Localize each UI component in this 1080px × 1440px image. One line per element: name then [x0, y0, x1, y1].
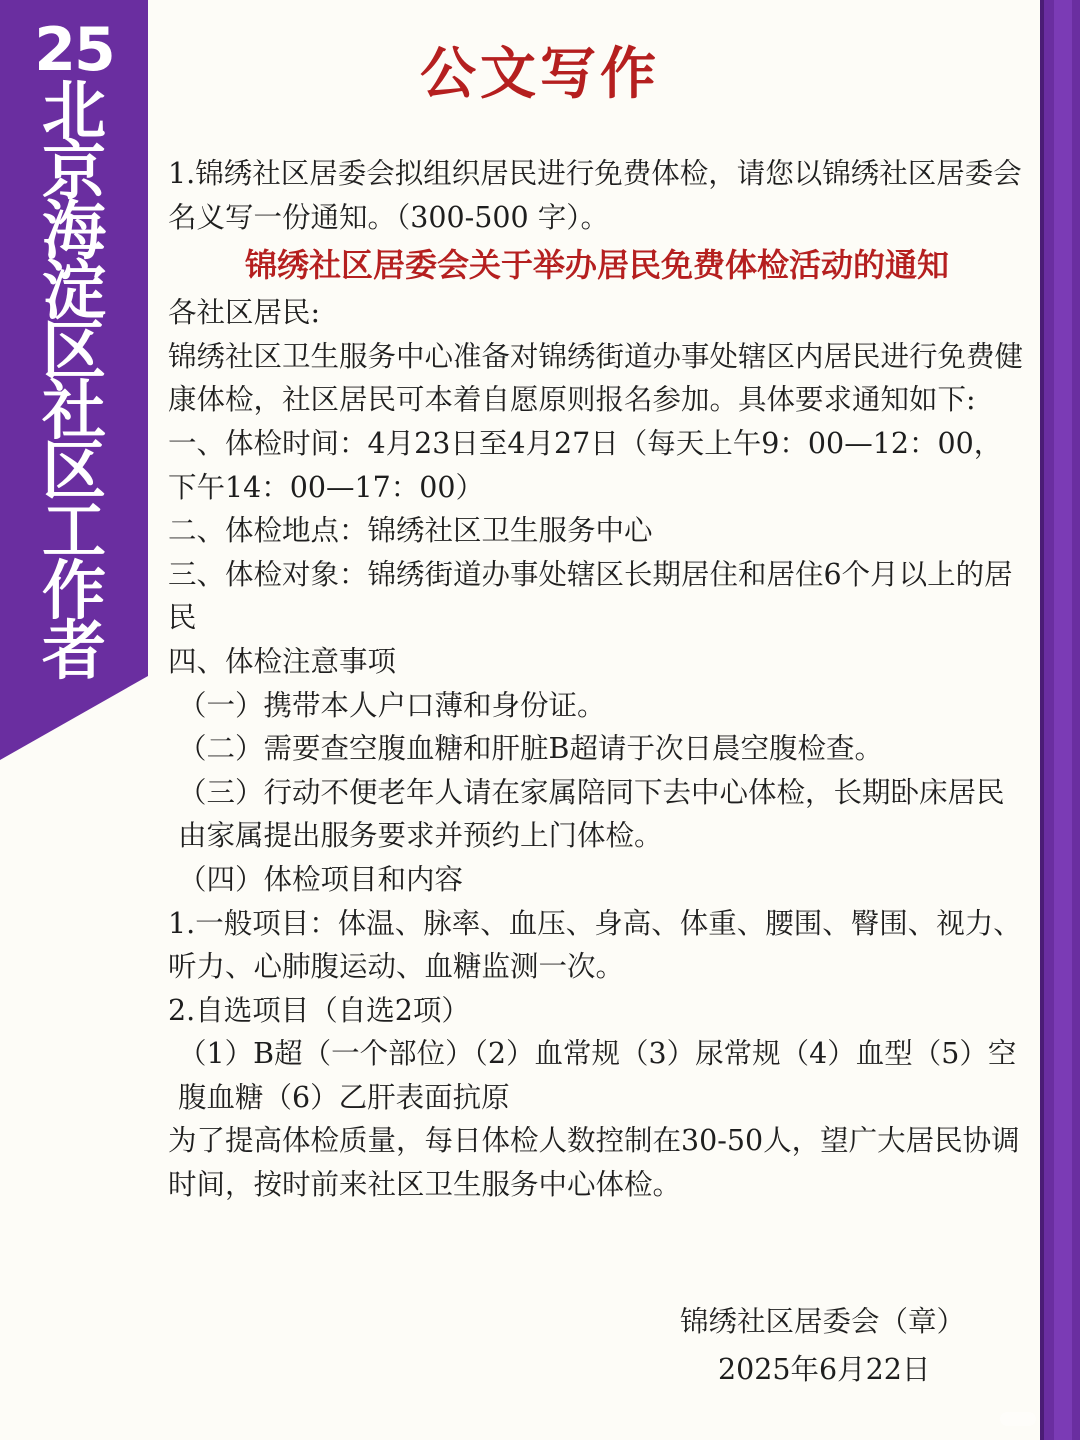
- banner-char: 京: [42, 135, 106, 209]
- banner-char: 区: [42, 435, 106, 509]
- banner-char: 北: [42, 75, 106, 149]
- intro-paragraph: 锦绣社区卫生服务中心准备对锦绣街道办事处辖区内居民进行免费健康体检，社区居民可本着自愿原则报名参加。具体要求通知如下:: [168, 339, 1024, 417]
- banner-char: 者: [42, 615, 106, 689]
- banner-char: 工: [42, 495, 106, 569]
- banner-char: 区: [42, 315, 106, 389]
- note-item: （三）行动不便老年人请在家属陪同下去中心体检，长期卧床居民由家属提出服务要求并预约上门体检。: [178, 775, 1005, 853]
- right-bar-rail: [1054, 0, 1072, 1440]
- signature-block: [640, 1298, 1000, 1394]
- note-item: （二）需要查空腹血糖和肝脏B超请于次日晨空腹检查。: [178, 732, 883, 766]
- notes-heading: 四、体检注意事项: [168, 644, 397, 678]
- document-body: [168, 152, 1026, 1207]
- note-item: （一）携带本人户口薄和身份证。: [178, 688, 606, 722]
- banner-char: 海: [42, 195, 106, 269]
- note-item: （四）体检项目和内容: [178, 862, 464, 896]
- watermark: [1000, 1412, 1036, 1426]
- optional-heading: 2.自选项目（自选2项）: [168, 993, 470, 1027]
- page-title: 公文写作: [420, 41, 660, 107]
- optional-items: （1）B超（一个部位）（2）血常规（3）尿常规（4）血型（5）空腹血糖（6）乙肝表面抗原: [178, 1037, 1017, 1114]
- banner-number: 25: [34, 15, 114, 85]
- signature-date: 2025年6月22日: [718, 1353, 931, 1386]
- banner-char: 淀: [42, 255, 106, 329]
- question-text: 1.锦绣社区居委会拟组织居民进行免费体检，请您以锦绣社区居委会名义写一份通知。（300-500 字）。: [168, 157, 1022, 234]
- notice-title: 锦绣社区居委会关于举办居民免费体检活动的通知: [244, 246, 949, 285]
- banner-char: 作: [42, 555, 106, 629]
- banner-char: 社: [42, 375, 106, 449]
- right-decorative-bar: [1040, 0, 1080, 1440]
- exam-target: 三、体检对象：锦绣街道办事处辖区长期居住和居住6个月以上的居民: [168, 557, 1013, 635]
- signature-org: 锦绣社区居委会（章）: [680, 1305, 966, 1338]
- salutation: 各社区居民:: [168, 296, 321, 330]
- closing-paragraph: 为了提高体检质量，每日体检人数控制在30-50人，望广大居民协调时间，按时前来社区卫生服务中心体检。: [168, 1124, 1020, 1202]
- exam-time: 一、体检时间：4月23日至4月27日（每天上午9：00—12：00，下午14：00—17：00）: [168, 426, 1003, 504]
- general-items: 1.一般项目：体温、脉率、血压、身高、体重、腰围、臀围、视力、听力、心肺腹运动、血糖监测一次。: [168, 906, 1022, 984]
- exam-place: 二、体检地点：锦绣社区卫生服务中心: [168, 514, 653, 548]
- side-banner-text: [0, 15, 148, 689]
